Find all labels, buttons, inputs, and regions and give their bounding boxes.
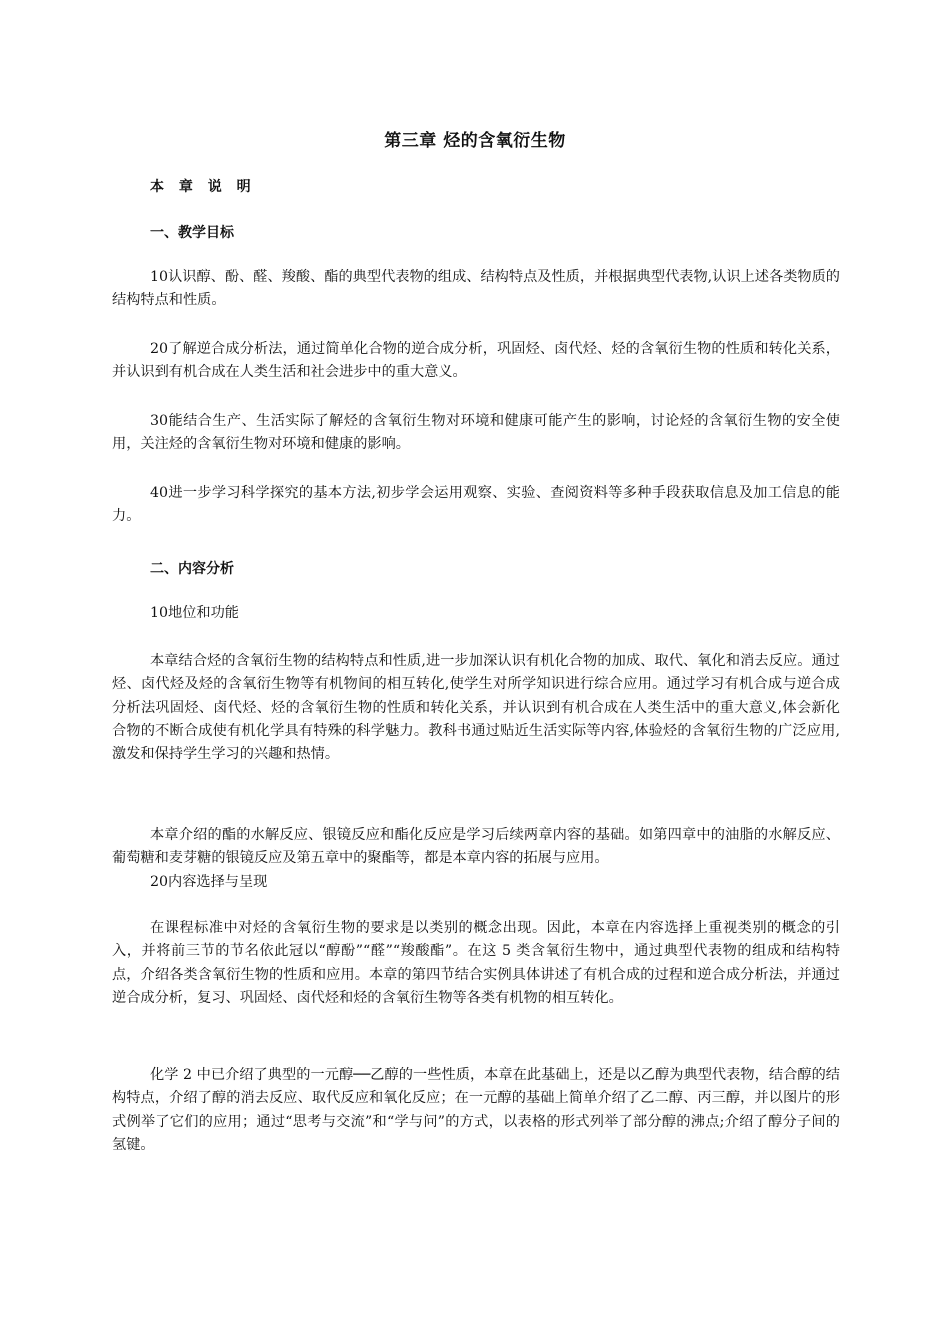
chapter-note-heading: 本 章 说 明 — [150, 179, 256, 195]
objective-paragraph-1: 10认识醇、酚、醛、羧酸、酯的典型代表物的组成、结构特点及性质，并根据典型代表物,认识上述各类物质的结构特点和性质。 — [112, 269, 840, 309]
analysis-paragraph-3: 在课程标准中对烃的含氧衍生物的要求是以类别的概念出现。因此，本章在内容选择上重视类别的概念的引入，并将前三节的节名依此冠以“醇酚”“醛”“羧酸酯”。在这 5 类含氧衍生物中，通过典型代表物的组成和结构特点，介绍各类含氧衍生物的性质和应用。本章的第四节结合实例具体讲述了有机合成的过程和逆合成分析法，并通过逆合成分析，复习、巩固烃、卤代烃和烃的含氧衍生物等各类有机物的相互转化。 — [112, 920, 840, 1006]
objective-paragraph-2: 20了解逆合成分析法，通过简单化合物的逆合成分析，巩固烃、卤代烃、烃的含氧衍生物的性质和转化关系，并认识到有机合成在人类生活和社会进步中的重大意义。 — [112, 341, 840, 381]
analysis-paragraph-1: 本章结合烃的含氧衍生物的结构特点和性质,进一步加深认识有机化合物的加成、取代、氧化和消去反应。通过烃、卤代烃及烃的含氧衍生物等有机物间的相互转化,使学生对所学知识进行综合应用。通过学习有机合成与逆合成分析法巩固烃、卤代烃、烃的含氧衍生物的性质和转化关系，并认识到有机合成在人类生活中的重大意义,体会新化合物的不断合成使有机化学具有特殊的科学魅力。教科书通过贴近生活实际等内容,体验烃的含氧衍生物的广泛应用,激发和保持学生学习的兴趣和热情。 — [112, 653, 840, 763]
objective-paragraph-3: 30能结合生产、生活实际了解烃的含氧衍生物对环境和健康可能产生的影响，讨论烃的含氧衍生物的安全使用，关注烃的含氧衍生物对环境和健康的影响。 — [112, 413, 840, 453]
page-title: 第三章 烃的含氧衍生物 — [384, 131, 566, 151]
section-heading-objectives: 一、教学目标 — [150, 225, 234, 241]
objective-paragraph-4: 40进一步学习科学探究的基本方法,初步学会运用观察、实验、查阅资料等多种手段获取信息及加工信息的能力。 — [112, 485, 840, 525]
analysis-paragraph-4: 化学 2 中已介绍了典型的一元醇──乙醇的一些性质，本章在此基础上，还是以乙醇为典型代表物，结合醇的结构特点，介绍了醇的消去反应、取代反应和氧化反应；在一元醇的基础上简单介绍了乙二醇、丙三醇，并以图片的形式例举了它们的应用；通过“思考与交流”和“学与问”的方式，以表格的形式列举了部分醇的沸点;介绍了醇分子间的氢键。 — [112, 1067, 840, 1153]
analysis-paragraph-2: 本章介绍的酯的水解反应、银镜反应和酯化反应是学习后续两章内容的基础。如第四章中的油脂的水解反应、葡萄糖和麦芽糖的银镜反应及第五章中的聚酯等，都是本章内容的拓展与应用。 — [112, 827, 840, 867]
subheading-content-selection: 20内容选择与呈现 — [150, 874, 268, 890]
section-heading-content-analysis: 二、内容分析 — [150, 561, 234, 577]
subheading-position-function: 10地位和功能 — [150, 605, 239, 621]
